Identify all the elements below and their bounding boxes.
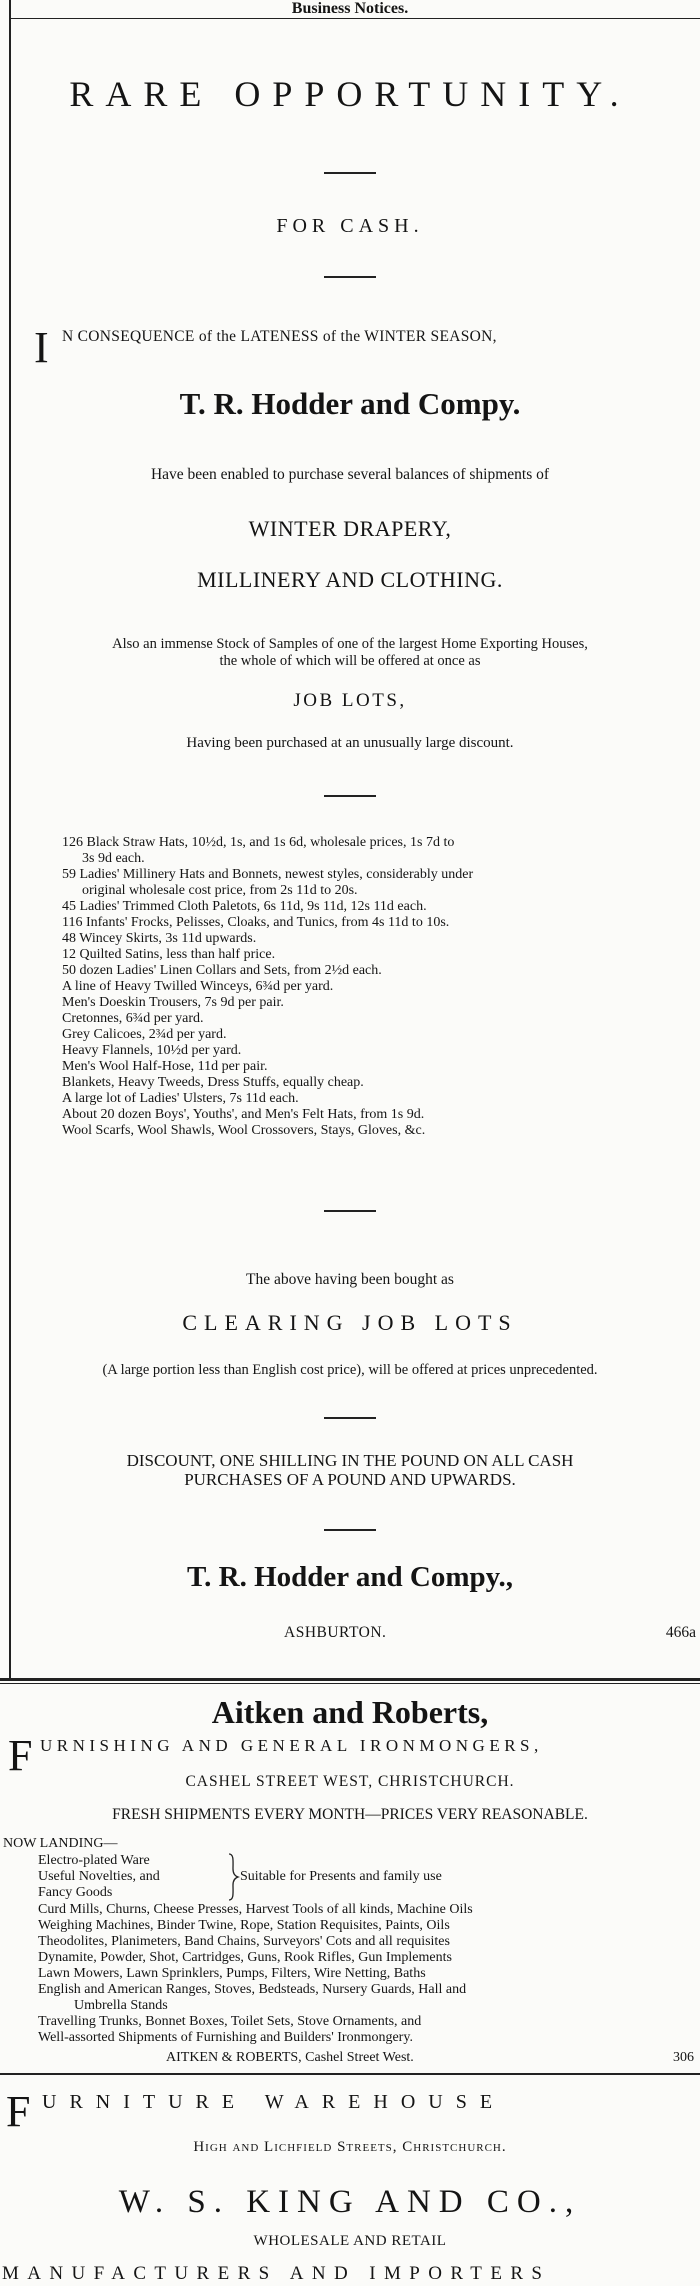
bought-as: The above having been bought as (246, 1271, 454, 1288)
king-wholesale: WHOLESALE AND RETAIL (253, 2233, 447, 2249)
list-item: Well-assorted Shipments of Furnishing and Builders' Ironmongery. (38, 2030, 413, 2045)
divider (324, 276, 376, 278)
king-dropcap: F (6, 2087, 31, 2136)
list-item: Travelling Trunks, Bonnet Boxes, Toilet Sets, Stove Ornaments, and (38, 2014, 422, 2029)
list-item: 59 Ladies' Millinery Hats and Bonnets, newest styles, considerably under (62, 867, 474, 882)
list-item: A line of Heavy Twilled Winceys, 6¾d per yard. (62, 979, 334, 994)
list-item: 116 Infants' Frocks, Pelisses, Cloaks, and Tunics, from 4s 11d to 10s. (62, 915, 450, 930)
list-item: Men's Doeskin Trousers, 7s 9d per pair. (62, 995, 284, 1010)
samples-line-1: Also an immense Stock of Samples of one of the largest Home Exporting Houses, (112, 636, 588, 652)
ad-reference: 306 (673, 2050, 694, 2065)
king-manufacturers: MANUFACTURERS AND IMPORTERS (2, 2263, 551, 2284)
list-item: English and American Ranges, Stoves, Bedsteads, Nursery Guards, Hall and (38, 1982, 467, 1997)
list-item: 45 Ladies' Trimmed Cloth Paletots, 6s 11d, 9s 11d, 12s 11d each. (62, 899, 427, 914)
divider (324, 1210, 376, 1212)
list-item: Dynamite, Powder, Shot, Cartridges, Guns, Rook Rifles, Gun Implements (38, 1950, 452, 1965)
intro-line: N CONSEQUENCE of the LATENESS of the WINTER SEASON, (62, 328, 497, 345)
section-rule (0, 2073, 700, 2075)
list-item: 12 Quilted Satins, less than half price. (62, 947, 276, 962)
list-item: Cretonnes, 6¾d per yard. (62, 1011, 204, 1026)
divider (324, 795, 376, 797)
drapery-line: WINTER DRAPERY, (248, 516, 452, 541)
subhead: FOR CASH. (276, 215, 424, 237)
divider (324, 1417, 376, 1419)
samples-line-2: the whole of which will be offered at once as (219, 653, 481, 669)
list-item: Wool Scarfs, Wool Shawls, Wool Crossovers, Stays, Gloves, &c. (62, 1123, 426, 1138)
aitken-address: CASHEL STREET WEST, CHRISTCHURCH. (185, 1773, 515, 1790)
left-column-rule (9, 0, 11, 1678)
king-name: W. S. KING AND CO., (118, 2184, 582, 2220)
list-item: Lawn Mowers, Lawn Sprinklers, Pumps, Filters, Wire Netting, Baths (38, 1966, 426, 1981)
list-item: About 20 dozen Boys', Youths', and Men's Felt Hats, from 1s 9d. (62, 1107, 425, 1122)
section-rule (0, 1683, 700, 1684)
king-title: URNITURE WAREHOUSE (42, 2091, 506, 2113)
bracket-item: Fancy Goods (38, 1885, 113, 1900)
list-item: 126 Black Straw Hats, 10½d, 1s, and 1s 6d, wholesale prices, 1s 7d to (62, 835, 455, 850)
list-item: A large lot of Ladies' Ulsters, 7s 11d each. (62, 1091, 299, 1106)
aitken-trade: URNISHING AND GENERAL IRONMONGERS, (40, 1736, 543, 1755)
ad-reference: 466a (665, 1624, 696, 1641)
list-item: Theodolites, Planimeters, Band Chains, Surveyors' Cots and all requisites (38, 1934, 450, 1949)
bracket-item: Useful Novelties, and (38, 1869, 160, 1884)
list-item: 50 dozen Ladies' Linen Collars and Sets, from 2½d each. (62, 963, 382, 978)
aitken-name: Aitken and Roberts, (211, 1694, 489, 1730)
bracket-note: Suitable for Presents and family use (240, 1869, 442, 1884)
firm-signature: T. R. Hodder and Compy., (186, 1561, 514, 1593)
list-item: original wholesale cost price, from 2s 11d to 20s. (82, 883, 358, 898)
firm-name: T. R. Hodder and Compy. (179, 386, 521, 421)
list-item: Umbrella Stands (74, 1998, 168, 2013)
discount-note: Having been purchased at an unusually large discount. (186, 735, 514, 751)
now-landing: NOW LANDING— (3, 1836, 118, 1851)
list-item: Heavy Flannels, 10½d per yard. (62, 1043, 242, 1058)
aitken-fresh: FRESH SHIPMENTS EVERY MONTH—PRICES VERY REASONABLE. (112, 1806, 588, 1823)
intro-dropcap: I (34, 323, 49, 372)
discount-line-1: DISCOUNT, ONE SHILLING IN THE POUND ON ALL CASH (126, 1451, 574, 1470)
divider (324, 1529, 376, 1531)
list-item: 3s 9d each. (82, 851, 145, 866)
millinery-line: MILLINERY AND CLOTHING. (197, 567, 503, 592)
page-header: Business Notices. (291, 0, 409, 17)
list-item: 48 Wincey Skirts, 3s 11d upwards. (62, 931, 257, 946)
bracket-item: Electro-plated Ware (38, 1853, 150, 1868)
king-address: High and Lichfield Streets, Christchurch. (193, 2139, 507, 2155)
clearing-job-lots: CLEARING JOB LOTS (182, 1310, 518, 1335)
prices-note: (A large portion less than English cost price), will be offered at prices unprecedented. (102, 1362, 598, 1378)
headline: RARE OPPORTUNITY. (69, 74, 631, 114)
section-rule (0, 1678, 700, 1681)
list-item: Blankets, Heavy Tweeds, Dress Stuffs, equally cheap. (62, 1075, 364, 1090)
discount-line-2: PURCHASES OF A POUND AND UPWARDS. (184, 1470, 516, 1489)
aitken-signature: AITKEN & ROBERTS, Cashel Street West. (166, 2050, 414, 2065)
list-item: Weighing Machines, Binder Twine, Rope, Station Requisites, Paints, Oils (38, 1918, 450, 1933)
aitken-dropcap: F (8, 1731, 33, 1780)
job-lots: JOB LOTS, (293, 690, 407, 711)
list-item: Curd Mills, Churns, Cheese Presses, Harvest Tools of all kinds, Machine Oils (38, 1902, 473, 1917)
header-rule (10, 18, 700, 19)
curly-brace-icon (226, 1853, 240, 1901)
list-item: Grey Calicoes, 2¾d per yard. (62, 1027, 227, 1042)
divider (324, 172, 376, 174)
town: ASHBURTON. (284, 1624, 387, 1641)
list-item: Men's Wool Half-Hose, 11d per pair. (62, 1059, 268, 1074)
enabled-line: Have been enabled to purchase several balances of shipments of (150, 466, 550, 483)
